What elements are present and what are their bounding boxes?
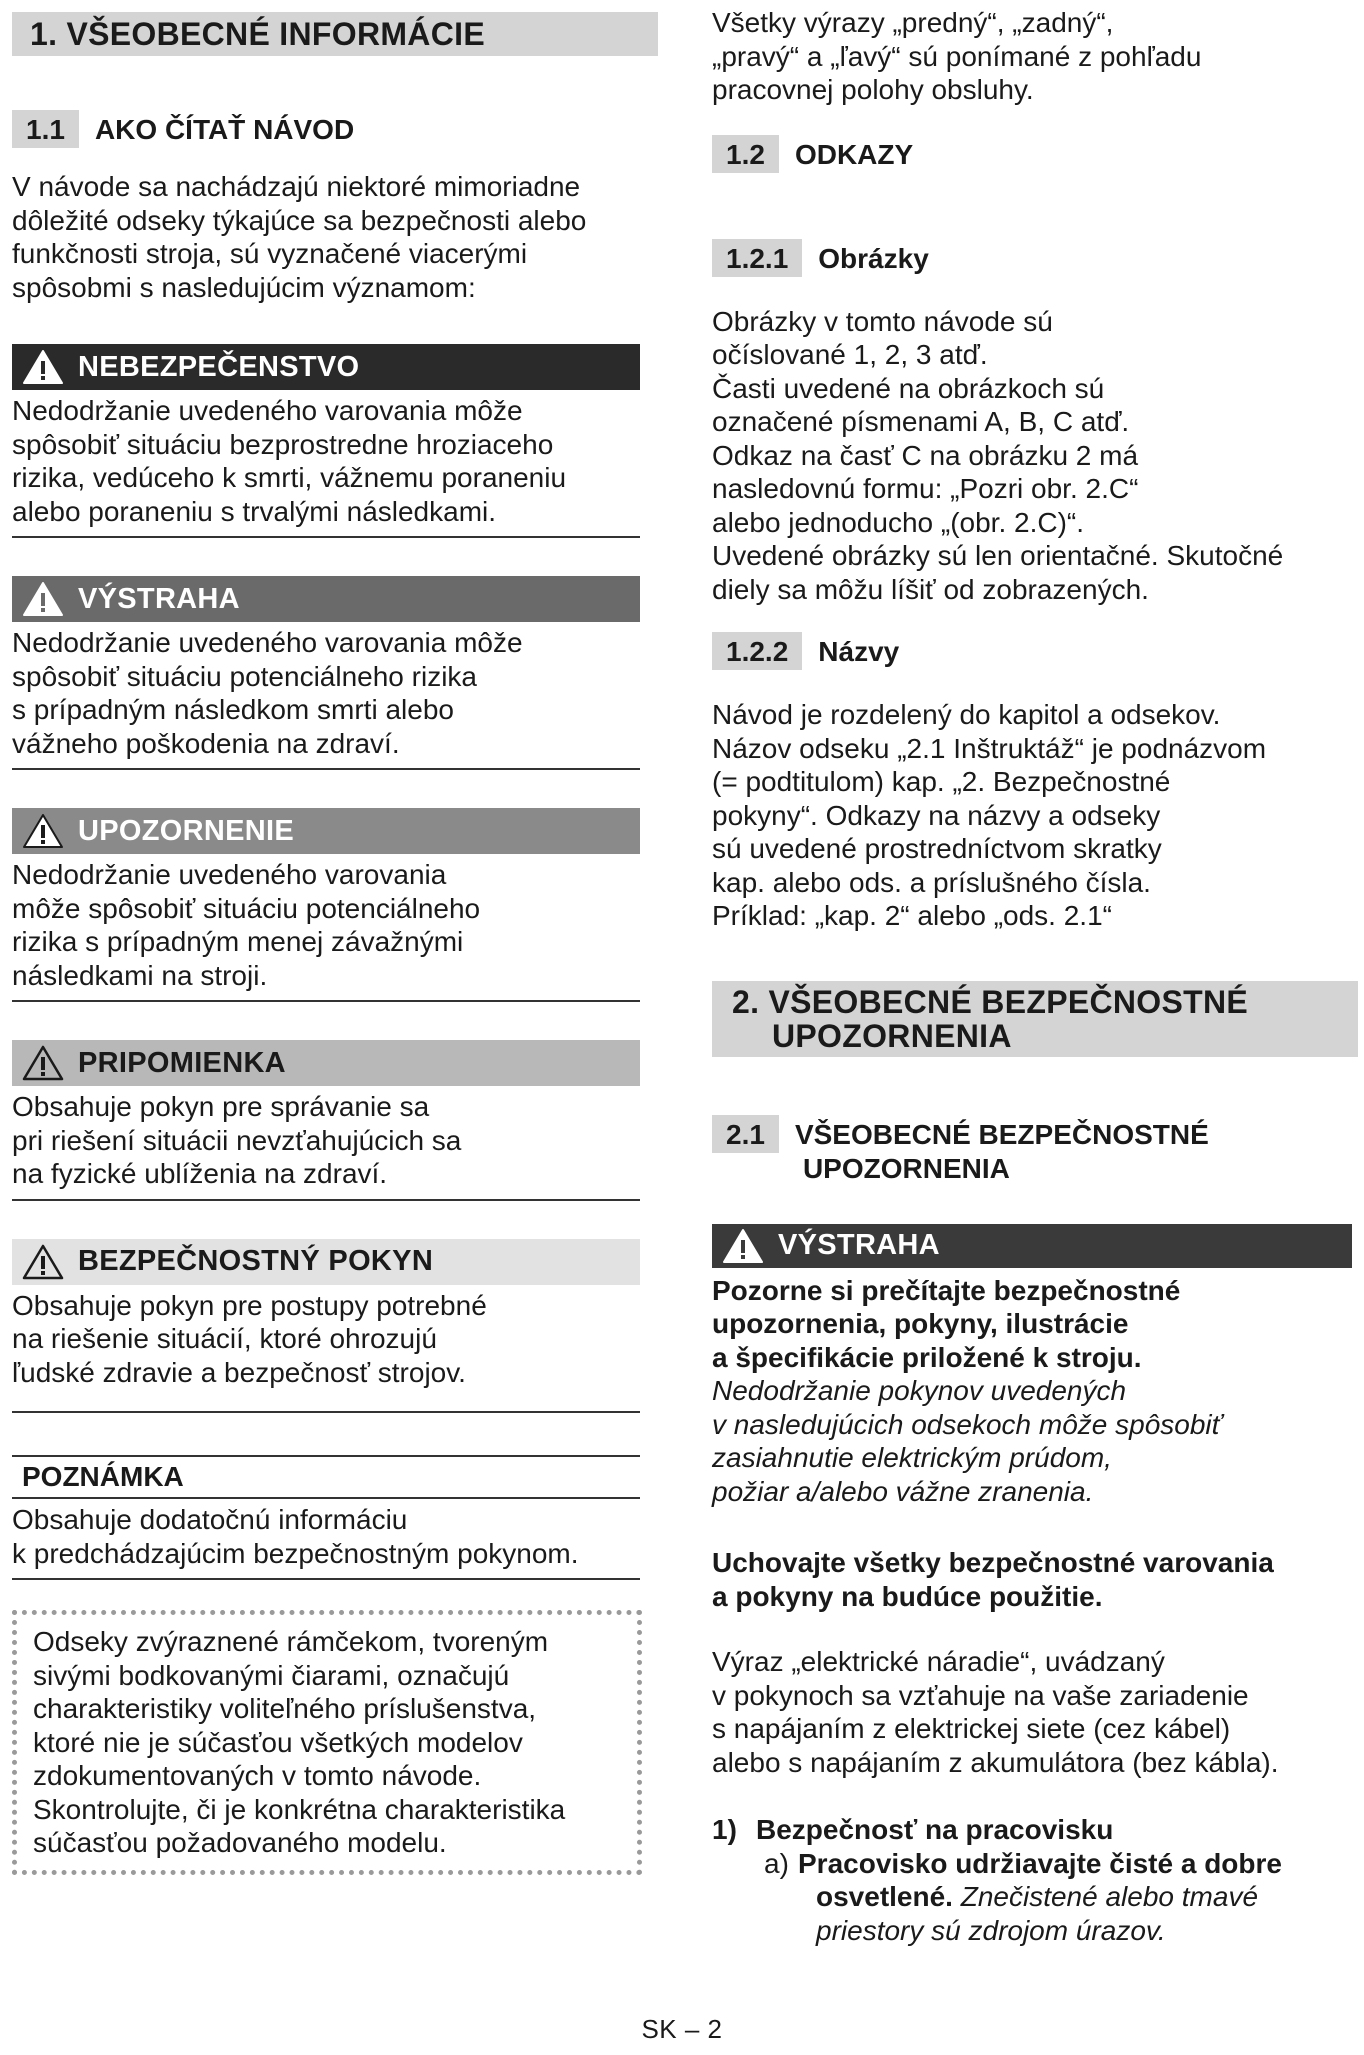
remark-block — [12, 1040, 640, 1201]
section-title-line1: VŠEOBECNÉ BEZPEČNOSTNÉ — [794, 1118, 1209, 1150]
section-1-1-heading — [12, 110, 652, 148]
general-warning-block — [712, 1224, 1352, 1509]
item-italic-text: Znečistené alebo tmavé — [952, 1881, 1259, 1912]
text-line: Príklad: „kap. 2“ alebo „ods. 2.1“ — [712, 900, 1112, 931]
text-line: sú uvedené prostredníctvom skratky — [712, 833, 1162, 864]
text-line: Nedodržanie pokynov uvedených — [712, 1375, 1127, 1406]
general-warning-label: VÝSTRAHA — [778, 1229, 940, 1261]
remark-label: PRIPOMIENKA — [78, 1046, 286, 1079]
section-title — [795, 1115, 1209, 1186]
text-line: pokyny“. Odkazy na názvy a odseky — [712, 799, 1161, 831]
text-line: s prípadným následkom smrti alebo — [12, 694, 454, 725]
text-line: Pozorne si prečítajte bezpečnostné — [712, 1274, 1181, 1306]
text-line: označené písmenami A, B, C atď. — [712, 406, 1130, 437]
text-line: ktoré nie je súčasťou všetkých modelov — [33, 1726, 523, 1758]
caution-block — [12, 808, 640, 1002]
section-number: 1.2.2 — [712, 632, 802, 670]
text-line: diely sa môžu líšiť od zobrazených. — [712, 573, 1149, 605]
section-2-title-line1: 2. VŠEOBECNÉ BEZPEČNOSTNÉ — [732, 983, 1249, 1020]
text-line: V návode sa nachádzajú niektoré mimoriadne — [12, 171, 581, 202]
warning-label: VÝSTRAHA — [78, 582, 240, 615]
text-line: pri riešení situácii nevzťahujúcich sa — [12, 1124, 462, 1156]
text-line: očíslované 1, 2, 3 atď. — [712, 339, 988, 370]
item-bold-text: osvetlené. — [816, 1881, 953, 1912]
text-line: alebo s napájaním z akumulátora (bez kábla). — [712, 1746, 1279, 1778]
text-line: zasiahnutie elektrickým prúdom, — [712, 1442, 1112, 1473]
section-title: AKO ČÍTAŤ NÁVOD — [94, 114, 355, 145]
text-line: na fyzické ublíženia na zdraví. — [12, 1158, 388, 1189]
text-line: spôsobmi s nasledujúcim významom: — [12, 271, 476, 303]
list-number: 1) — [712, 1814, 737, 1845]
item-bold-text: Pracovisko udržiavajte čisté a dobre — [798, 1847, 1282, 1879]
caution-header — [12, 808, 640, 854]
text-line: „pravý“ a „ľavý“ sú ponímané z pohľadu — [712, 40, 1202, 72]
section-2-1-heading — [712, 1115, 1352, 1186]
warning-triangle-icon — [22, 580, 64, 618]
text-line: zdokumentovaných v tomto návode. — [33, 1760, 482, 1791]
left-column — [12, 0, 652, 1875]
figures-paragraph — [712, 305, 1352, 607]
safety-instruction-block — [12, 1239, 640, 1414]
text-line: alebo jednoducho „(obr. 2.C)“. — [712, 506, 1084, 538]
section-title-line2: UPOZORNENIA — [802, 1152, 1010, 1184]
text-line: Názov odseku „2.1 Inštruktáž“ je podnázvom — [712, 732, 1267, 764]
text-line: Skontrolujte, či je konkrétna charakteristika — [33, 1793, 566, 1825]
text-line: charakteristiky voliteľného príslušenstva, — [33, 1693, 537, 1724]
section-number: 1.2 — [712, 135, 779, 173]
list-heading — [712, 1813, 1352, 1847]
section-1-2-2-heading — [712, 632, 1352, 670]
warning-triangle-icon — [22, 1044, 64, 1082]
text-line: rizika, vedúceho k smrti, vážnemu poraneniu — [12, 462, 567, 493]
list-item-a — [712, 1847, 1352, 1948]
text-line: k predchádzajúcim bezpečnostným pokynom. — [12, 1537, 579, 1569]
section-number: 1.2.1 — [712, 239, 802, 277]
warning-triangle-icon — [22, 1243, 64, 1281]
section-1-heading: 1. VŠEOBECNÉ INFORMÁCIE — [12, 12, 658, 56]
caution-label: UPOZORNENIE — [78, 814, 294, 847]
text-line: Nedodržanie uvedeného varovania — [12, 859, 447, 890]
power-tool-paragraph — [712, 1645, 1352, 1779]
section-title: ODKAZY — [794, 138, 914, 170]
text-line: spôsobiť situáciu bezprostredne hroziaceho — [12, 428, 554, 460]
text-line: rizika s prípadným menej závažnými — [12, 926, 464, 957]
item-letter: a) — [764, 1847, 789, 1879]
general-warning-text — [712, 1268, 1352, 1509]
warning-triangle-icon — [22, 348, 64, 386]
text-line: spôsobiť situáciu potenciálneho rizika — [12, 660, 477, 692]
text-line: požiar a/alebo vážne zranenia. — [712, 1475, 1094, 1507]
text-line: s napájaním z elektrickej siete (cez kábel) — [712, 1713, 1231, 1744]
text-line: vážneho poškodenia na zdraví. — [12, 727, 400, 759]
caution-text — [12, 854, 640, 1002]
safety-header — [12, 1239, 640, 1285]
text-line: Nedodržanie uvedeného varovania môže — [12, 627, 523, 658]
safety-text — [12, 1285, 640, 1414]
general-warning-header — [712, 1224, 1352, 1268]
remark-text — [12, 1086, 640, 1201]
note-block — [12, 1455, 640, 1580]
section-2-title-line2: UPOZORNENIA — [772, 1017, 1012, 1054]
text-line: v nasledujúcich odsekoch môže spôsobiť — [712, 1408, 1222, 1440]
text-line: následkami na stroji. — [12, 959, 268, 991]
text-line: Uchovajte všetky bezpečnostné varovania — [712, 1547, 1274, 1578]
warning-block — [12, 576, 640, 770]
safety-label: BEZPEČNOSTNÝ POKYN — [78, 1245, 434, 1277]
section-number: 1.1 — [12, 110, 79, 148]
text-line: Obsahuje pokyn pre správanie sa — [12, 1091, 430, 1122]
item-text — [794, 1847, 1282, 1948]
warning-triangle-icon — [22, 812, 64, 850]
warning-triangle-icon — [722, 1227, 764, 1265]
text-line: Časti uvedené na obrázkoch sú — [712, 372, 1105, 404]
warning-text — [12, 622, 640, 770]
danger-text — [12, 390, 640, 538]
item-italic-text: priestory sú zdrojom úrazov. — [816, 1914, 1166, 1946]
text-line: (= podtitulom) kap. „2. Bezpečnostné — [712, 766, 1171, 797]
text-line: Obsahuje pokyn pre postupy potrebné — [12, 1289, 487, 1321]
text-line: dôležité odseky týkajúce sa bezpečnosti alebo — [12, 204, 587, 236]
danger-label: NEBEZPEČENSTVO — [78, 350, 360, 383]
text-line: na riešenie situácií, ktoré ohrozujú — [12, 1323, 437, 1354]
workplace-safety-list — [712, 1813, 1352, 1947]
text-line: nasledovnú formu: „Pozri obr. 2.C“ — [712, 473, 1139, 504]
section-1-2-1-heading — [712, 239, 1352, 277]
text-line: v pokynoch sa vzťahuje na vaše zariadenie — [712, 1679, 1249, 1711]
text-line: funkčnosti stroja, sú vyznačené viacerými — [12, 238, 528, 269]
right-column — [712, 0, 1352, 1947]
text-line: Uvedené obrázky sú len orientačné. Skutočné — [712, 540, 1284, 571]
text-line: Odkaz na časť C na obrázku 2 má — [712, 439, 1139, 471]
text-line: a špecifikácie priložené k stroju. — [712, 1341, 1142, 1373]
text-line: kap. alebo ods. a príslušného čísla. — [712, 866, 1151, 898]
danger-block — [12, 344, 640, 538]
remark-header — [12, 1040, 640, 1086]
text-line: sivými bodkovanými čiarami, označujú — [33, 1659, 510, 1691]
danger-header — [12, 344, 640, 390]
text-line: Všetky výrazy „predný“, „zadný“, — [712, 7, 1114, 38]
note-header: POZNÁMKA — [12, 1455, 640, 1499]
note-text — [12, 1499, 640, 1580]
text-line: Obrázky v tomto návode sú — [712, 305, 1053, 337]
section-title: Obrázky — [818, 242, 929, 274]
section-title: Názvy — [818, 636, 900, 667]
orientation-paragraph — [712, 6, 1352, 107]
section-1-2-heading — [712, 135, 1352, 173]
text-line: môže spôsobiť situáciu potenciálneho — [12, 892, 481, 924]
text-line: pracovnej polohy obsluhy. — [712, 74, 1034, 105]
text-line: Návod je rozdelený do kapitol a odsekov. — [712, 699, 1221, 730]
text-line: ľudské zdravie a bezpečnosť strojov. — [12, 1356, 466, 1388]
titles-paragraph — [712, 698, 1352, 933]
text-line: a pokyny na budúce použitie. — [712, 1580, 1103, 1612]
warning-header — [12, 576, 640, 622]
text-line: Odseky zvýraznené rámčekom, tvoreným — [33, 1626, 549, 1657]
text-line: Výraz „elektrické náradie“, uvádzaný — [712, 1646, 1165, 1677]
section-number: 2.1 — [712, 1115, 779, 1153]
text-line: Nedodržanie uvedeného varovania môže — [12, 395, 523, 426]
text-line: alebo poraneniu s trvalými následkami. — [12, 495, 497, 527]
keep-instructions-paragraph — [712, 1546, 1352, 1613]
text-line: upozornenia, pokyny, ilustrácie — [712, 1308, 1129, 1339]
optional-accessories-box — [12, 1610, 642, 1875]
text-line: Obsahuje dodatočnú informáciu — [12, 1504, 408, 1535]
text-line: súčasťou požadovaného modelu. — [33, 1827, 447, 1858]
list-title: Bezpečnosť na pracovisku — [756, 1814, 1114, 1845]
section-2-heading — [712, 981, 1358, 1057]
intro-paragraph — [12, 170, 652, 304]
page-number: SK – 2 — [641, 2014, 723, 2044]
